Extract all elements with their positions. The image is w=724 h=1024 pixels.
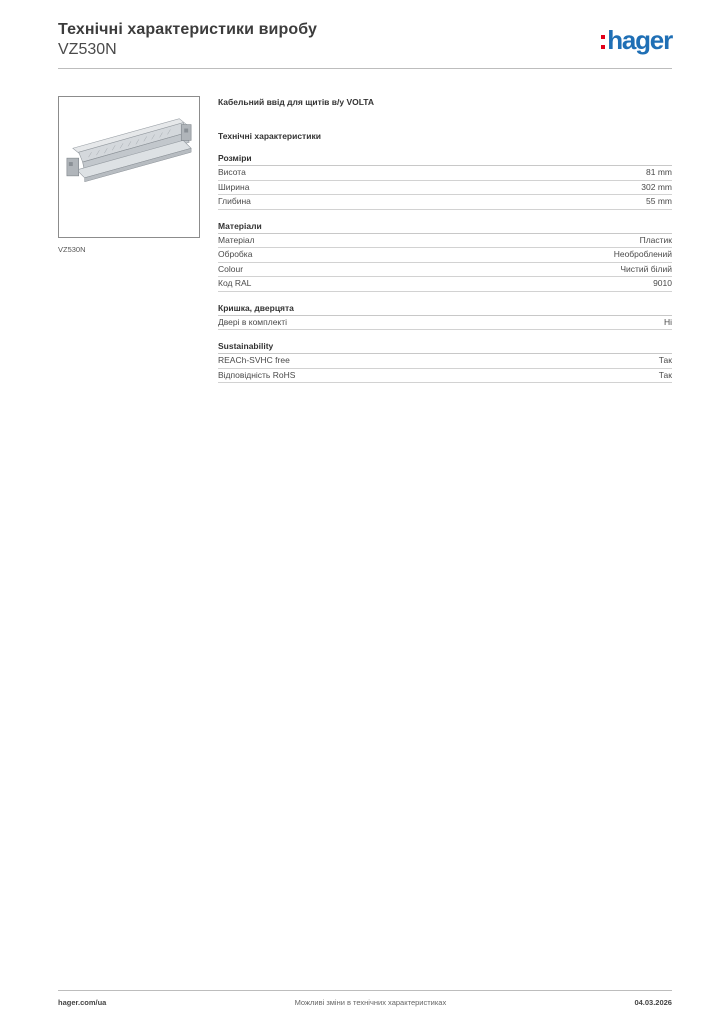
spec-value: Так <box>658 369 672 380</box>
page-footer <box>58 998 672 1007</box>
spec-row <box>218 263 672 278</box>
spec-label: Код RAL <box>218 278 252 288</box>
product-name: Кабельний ввід для щитів в/у VOLTA <box>218 97 374 107</box>
spec-label: Двері в комплекті <box>218 316 288 327</box>
image-caption: VZ530N <box>58 245 86 254</box>
spec-heading: Технічні характеристики <box>218 131 321 141</box>
spec-row <box>218 354 672 369</box>
section-materials <box>218 220 672 292</box>
cable-entry-illustration <box>59 97 199 237</box>
section-dimensions <box>218 152 672 210</box>
spec-row <box>218 181 672 196</box>
spec-value: Необроблений <box>613 249 672 259</box>
footer-date: 04.03.2026 <box>634 998 672 1007</box>
product-code: VZ530N <box>58 41 117 58</box>
section-title: Розміри <box>218 152 672 166</box>
spec-row <box>218 195 672 210</box>
hager-logo <box>601 26 672 54</box>
page-title: Технічні характеристики виробу <box>58 21 317 38</box>
section-sustainability <box>218 340 672 383</box>
spec-label: Відповідність RoHS <box>218 369 296 380</box>
spec-row <box>218 234 672 249</box>
spec-label: Colour <box>218 263 244 274</box>
section-title: Матеріали <box>218 220 672 234</box>
product-image <box>58 96 200 238</box>
logo-text: hager <box>607 25 672 55</box>
spec-row <box>218 248 672 263</box>
spec-value: 55 mm <box>646 196 672 206</box>
spec-row <box>218 166 672 181</box>
spec-value: Пластик <box>639 234 672 245</box>
spec-label: Ширина <box>218 181 250 192</box>
spec-label: Висота <box>218 167 246 177</box>
spec-value: 302 mm <box>641 181 672 192</box>
spec-content <box>218 96 672 393</box>
spec-label: Глибина <box>218 196 251 206</box>
spec-value: 9010 <box>653 278 672 288</box>
page-header <box>58 20 317 59</box>
logo-dots-icon <box>601 35 605 49</box>
section-title: Sustainability <box>218 340 672 354</box>
footer-notice: Можливі зміни в технічних характеристиках <box>294 998 447 1007</box>
section-title: Кришка, дверцята <box>218 302 672 316</box>
spec-row <box>218 277 672 292</box>
header-divider <box>58 68 672 69</box>
spec-row <box>218 369 672 384</box>
spec-value: Так <box>658 355 672 365</box>
spec-value: Ні <box>663 316 672 327</box>
spec-label: Обробка <box>218 249 253 259</box>
section-door <box>218 302 672 331</box>
footer-website: hager.com/ua <box>58 998 107 1007</box>
spec-label: REACh-SVHC free <box>218 355 290 365</box>
spec-label: Матеріал <box>218 234 255 245</box>
spec-row <box>218 316 672 331</box>
spec-value: Чистий білий <box>620 263 672 274</box>
footer-divider <box>58 990 672 991</box>
spec-value: 81 mm <box>646 167 672 177</box>
